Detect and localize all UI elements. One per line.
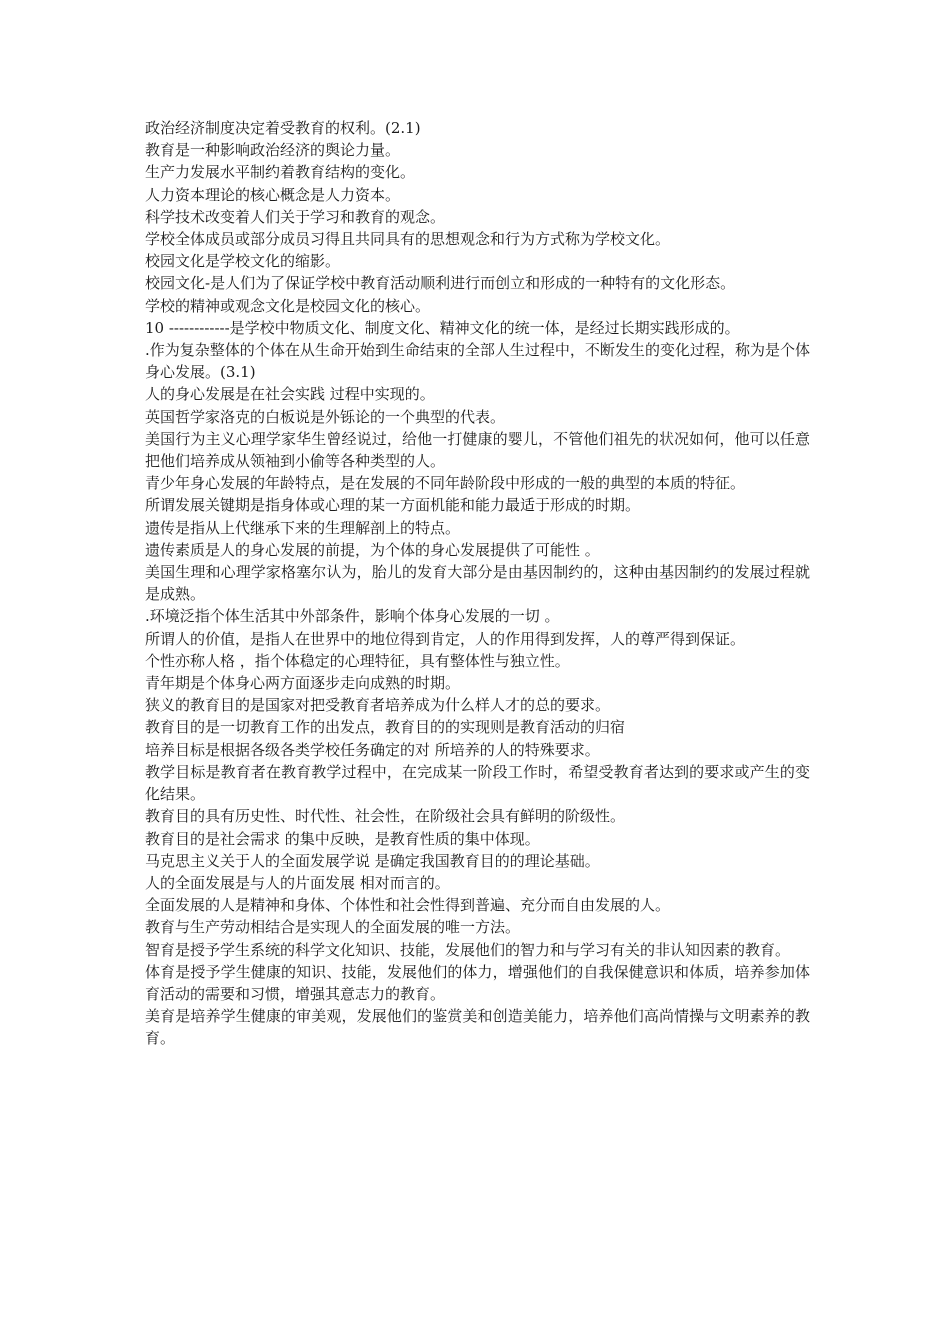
paragraph: 教育是一种影响政治经济的舆论力量。 — [145, 141, 401, 160]
paragraph: 培养目标是根据各级各类学校任务确定的对 所培养的人的特殊要求。 — [145, 740, 600, 759]
paragraph: 全面发展的人是精神和身体、个体性和社会性得到普遍、充分而自由发展的人。 — [145, 896, 671, 915]
paragraph: 人的身心发展是在社会实践 过程中实现的。 — [145, 385, 435, 404]
paragraph: 教育目的是一切教育工作的出发点，教育目的的实现则是教育活动的归宿 — [145, 718, 626, 737]
paragraph: 校园文化-是人们为了保证学校中教育活动顺利进行而创立和形成的一种特有的文化形态。 — [145, 274, 736, 293]
paragraph: 所谓发展关键期是指身体或心理的某一方面机能和能力最适于形成的时期。 — [145, 496, 641, 515]
paragraph: 青少年身心发展的年龄特点，是在发展的不同年龄阶段中形成的一般的典型的本质的特征。 — [145, 474, 746, 493]
paragraph: 学校全体成员或部分成员习得且共同具有的思想观念和行为方式称为学校文化。 — [145, 230, 671, 249]
paragraph: .环境泛指个体生活其中外部条件，影响个体身心发展的一切 。 — [145, 607, 560, 626]
paragraph: 狭义的教育目的是国家对把受教育者培养成为什么样人才的总的要求。 — [145, 696, 611, 715]
paragraph: 学校的精神或观念文化是校园文化的核心。 — [145, 296, 431, 315]
paragraph: 体育是授予学生健康的知识、技能，发展他们的体力，增强他们的自我保健意识和体质，培养参加体育活动的需要和习惯，增强其意志力的教育。 — [145, 962, 810, 1003]
paragraph: 校园文化是学校文化的缩影。 — [145, 252, 341, 271]
paragraph: 青年期是个体身心两方面逐步走向成熟的时期。 — [145, 674, 461, 693]
paragraph: 教学目标是教育者在教育教学过程中，在完成某一阶段工作时，希望受教育者达到的要求或产生的变化结果。 — [145, 762, 810, 804]
paragraph: 人力资本理论的核心概念是人力资本。 — [145, 185, 401, 204]
paragraph: 遗传素质是人的身心发展的前提，为个体的身心发展提供了可能性 。 — [145, 540, 600, 559]
paragraph: 教育目的具有历史性、时代性、社会性，在阶级社会具有鲜明的阶级性。 — [145, 807, 626, 826]
paragraph: 教育与生产劳动相结合是实现人的全面发展的唯一方法。 — [145, 918, 521, 937]
paragraph: 个性亦称人格 ，指个体稳定的心理特征，具有整体性与独立性。 — [145, 651, 570, 670]
paragraph: 美国行为主义心理学家华生曾经说过，给他一打健康的婴儿，不管他们祖先的状况如何，他可以任意把他们培养成从领袖到小偷等各种类型的人。 — [145, 429, 810, 471]
paragraph: 科学技术改变着人们关于学习和教育的观念。 — [145, 207, 446, 226]
paragraph: 英国哲学家洛克的白板说是外铄论的一个典型的代表。 — [145, 407, 506, 426]
paragraph: 马克思主义关于人的全面发展学说 是确定我国教育目的的理论基础。 — [145, 851, 600, 870]
paragraph: 美国生理和心理学家格塞尔认为，胎儿的发育大部分是由基因制约的，这种由基因制约的发展过程就是成熟。 — [145, 563, 810, 604]
paragraph: 教育目的是社会需求 的集中反映，是教育性质的集中体现。 — [145, 829, 540, 848]
paragraph: 所谓人的价值，是指人在世界中的地位得到肯定，人的作用得到发挥，人的尊严得到保证。 — [145, 629, 746, 648]
paragraph: 智育是授予学生系统的科学文化知识、技能，发展他们的智力和与学习有关的非认知因素的教育。 — [145, 940, 791, 959]
paragraph: 政治经济制度决定着受教育的权利。(2.1) — [145, 119, 421, 137]
paragraph: 美育是培养学生健康的审美观，发展他们的鉴赏美和创造美能力，培养他们高尚情操与文明素养的教育。 — [145, 1007, 810, 1048]
paragraph: 遗传是指从上代继承下来的生理解剖上的特点。 — [145, 518, 461, 537]
paragraph: 生产力发展水平制约着教育结构的变化。 — [145, 163, 416, 182]
paragraph: 人的全面发展是与人的片面发展 相对而言的。 — [145, 873, 450, 892]
document-body — [145, 117, 810, 1050]
paragraph: .作为复杂整体的个体在从生命开始到生命结束的全部人生过程中，不断发生的变化过程，称为是个体身心发展。(3.1) — [145, 341, 810, 382]
paragraph: 10 ------------是学校中物质文化、制度文化、精神文化的统一体，是经过长期实践形成的。 — [145, 318, 740, 337]
